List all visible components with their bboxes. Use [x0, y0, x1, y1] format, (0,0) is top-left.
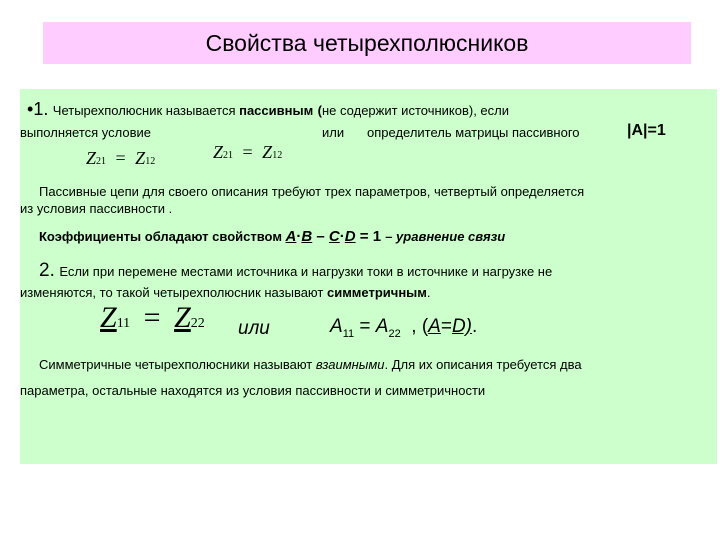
p1-text-b: не содержит источников), если	[322, 103, 510, 118]
p2-line1: Пассивные цепи для своего описания требуют трех параметров, четвертый определяется	[39, 184, 585, 199]
slide-title: Свойства четырехполюсников	[205, 29, 529, 56]
formula-z21-z12-small: Z21 = Z12	[86, 148, 156, 168]
paragraph-1-line-1	[27, 99, 509, 120]
p1-line2-b: определитель матрицы пассивного	[367, 125, 580, 140]
slide-title-bar	[43, 22, 691, 64]
formula-z11-z22: Z11 = Z22	[100, 301, 205, 334]
determinant-condition: |A|=1	[627, 122, 666, 139]
p1-text-a: Четырехполюсник называется	[52, 103, 240, 118]
p1-line2-or: или	[322, 125, 345, 140]
formula3-or: или	[238, 318, 270, 339]
item-number-2: 2.	[39, 260, 55, 281]
coefficients-line: Коэффициенты обладают свойством A·B – C·D = 1 – уравнение связи	[39, 228, 506, 245]
formula-z21-z12: Z21 = Z12	[213, 142, 283, 162]
p1-bold-passive: пассивным	[239, 103, 314, 118]
item-number-1: 1.	[33, 99, 49, 119]
p1-line2-a: выполняется условие	[20, 125, 152, 140]
p4-line1: Симметричные четырехполюсники называют взаимными. Для их описания требуется два	[39, 357, 582, 372]
formula-a11-a22: $A_{11} = A_{22}$ , (A=D).	[330, 316, 478, 340]
paragraph-2-line-1: 2. Если при перемене местами источника и нагрузки токи в источнике и нагрузке не	[39, 260, 553, 281]
p2-line2: из условия пассивности .	[20, 201, 173, 216]
bullet: •	[27, 99, 34, 119]
p1-bold-paren: (	[317, 103, 322, 118]
p4-line2: параметра, остальные находятся из условия пассивности и симметричности	[20, 383, 486, 398]
p3-line2: изменяются, то такой четырехполюсник называют симметричным.	[20, 285, 431, 300]
